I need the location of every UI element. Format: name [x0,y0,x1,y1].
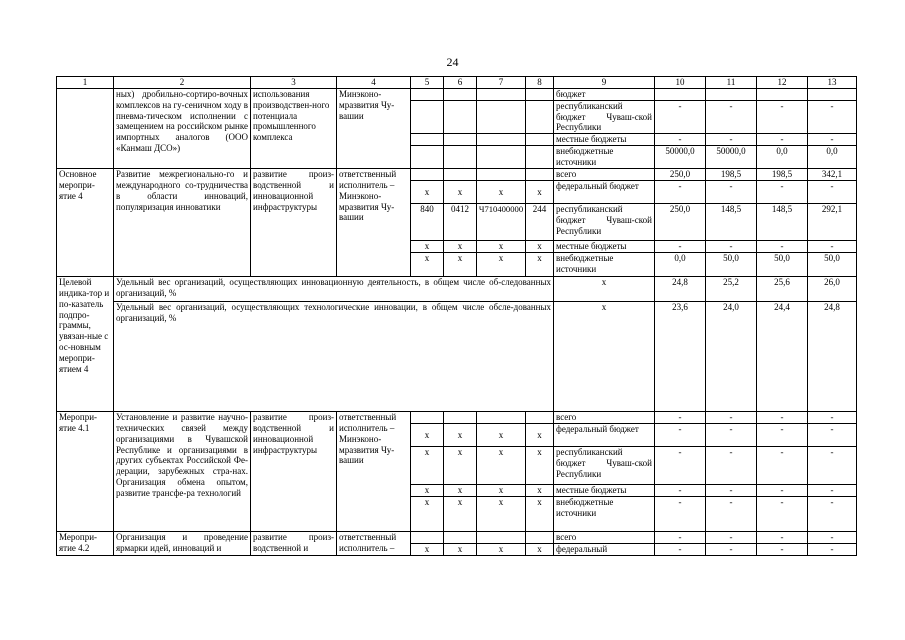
cell-empty [655,89,706,101]
value-cell: - [655,100,706,133]
cell-empty [526,89,554,101]
code-cell: 0412 [444,204,477,241]
value-cell: - [808,134,857,146]
value-cell: - [655,181,706,204]
value-cell: - [808,412,857,424]
value-cell: - [808,497,857,532]
cell-empty [808,89,857,101]
value-cell: - [655,544,706,556]
value-cell: - [706,485,757,497]
code-cell: x [444,497,477,532]
value-cell: 24,4 [757,302,808,412]
cell-empty [444,412,477,424]
cell-empty [526,169,554,181]
column-number: 13 [808,77,857,89]
column-number: 2 [114,77,251,89]
value-cell: - [706,241,757,253]
cell-empty [411,146,444,169]
value-cell: - [706,424,757,447]
cell-empty [411,412,444,424]
code-cell: x [554,302,655,412]
column-number: 11 [706,77,757,89]
value-cell: - [808,447,857,485]
cell-empty [477,134,526,146]
code-cell: x [526,447,554,485]
table-row [57,89,857,101]
funding-source: местные бюджеты [554,241,655,253]
value-cell: 148,5 [706,204,757,241]
value-cell: - [655,447,706,485]
value-cell: - [757,181,808,204]
table-row [57,412,857,424]
indicator-label: Целевой индика-тор и по-казатель подпро-граммы, увязан-ные с ос-новным меропри-ятием 4 [57,277,114,412]
cell-empty [411,169,444,181]
value-cell: - [808,100,857,133]
value-cell: - [655,412,706,424]
value-cell: - [757,497,808,532]
activity-description: Организация и проведение ярмарки идей, инноваций и [114,532,251,556]
code-cell: x [477,485,526,497]
value-cell: - [706,544,757,556]
cell-empty [477,100,526,133]
column-number: 7 [477,77,526,89]
value-cell: 50,0 [706,253,757,277]
goal-description: развитие произ-водственной и [251,532,337,556]
value-cell: 198,5 [757,169,808,181]
value-cell: 24,0 [706,302,757,412]
code-cell: x [526,544,554,556]
cell-empty [477,89,526,101]
code-cell: x [411,241,444,253]
value-cell: 24,8 [655,277,706,302]
code-cell: x [477,447,526,485]
program-table [56,76,857,556]
funding-source: всего [554,532,655,544]
value-cell: 250,0 [655,169,706,181]
value-cell: 292,1 [808,204,857,241]
value-cell: 24,8 [808,302,857,412]
code-cell: x [411,497,444,532]
code-cell: x [477,253,526,277]
goal-description: использования производствен-ного потенциала промышленного комплекса [251,89,337,169]
code-cell: x [444,447,477,485]
cell-empty [526,100,554,133]
value-cell: - [757,412,808,424]
funding-source: республиканский бюджет Чуваш-ской Республики [554,204,655,241]
value-cell: - [757,134,808,146]
funding-source: федеральный [554,544,655,556]
code-cell: x [411,544,444,556]
executor: ответственный исполнитель – [337,532,411,556]
cell-empty [411,134,444,146]
code-cell: x [444,181,477,204]
page-number: 24 [446,55,459,69]
value-cell: - [706,497,757,532]
value-cell: - [655,241,706,253]
funding-source: всего [554,412,655,424]
value-cell: - [808,544,857,556]
value-cell: - [808,485,857,497]
activity-description: Установление и развитие научно-технических связей между организациями в Чувашской Республике и организациями в других субъектах Российской Фе-дерации, зарубежных стра-нах. Организация обмена опытом, развитие трансфе-ра технологий [114,412,251,532]
funding-source: внебюджетные источники [554,253,655,277]
column-number: 10 [655,77,706,89]
value-cell: - [808,241,857,253]
funding-source: местные бюджеты [554,485,655,497]
column-number: 3 [251,77,337,89]
cell-empty [444,89,477,101]
code-cell: x [526,497,554,532]
value-cell: - [757,447,808,485]
code-cell: x [554,277,655,302]
value-cell: - [757,485,808,497]
value-cell: 198,5 [706,169,757,181]
funding-source: федеральный бюджет [554,181,655,204]
value-cell: - [706,181,757,204]
code-cell: x [411,424,444,447]
value-cell: - [706,134,757,146]
cell-empty [526,412,554,424]
value-cell: - [757,544,808,556]
code-cell: x [526,181,554,204]
goal-description: развитие произ-водственной и инновационной инфраструктуры [251,169,337,277]
value-cell: - [757,532,808,544]
table-row [57,532,857,544]
cell-empty [477,146,526,169]
cell-empty [57,89,114,169]
value-cell: 50,0 [808,253,857,277]
cell-empty [411,100,444,133]
value-cell: 23,6 [655,302,706,412]
code-cell: x [444,241,477,253]
value-cell: - [706,100,757,133]
value-cell: 25,6 [757,277,808,302]
value-cell: - [655,134,706,146]
value-cell: 50000,0 [655,146,706,169]
code-cell: 840 [411,204,444,241]
funding-source: внебюджетные источники [554,146,655,169]
cell-empty [444,100,477,133]
value-cell: - [808,181,857,204]
value-cell: 250,0 [655,204,706,241]
value-cell: 0,0 [655,253,706,277]
table-row [57,277,857,302]
value-cell: - [706,447,757,485]
indicator-text: Удельный вес организаций, осуществляющих инновационную деятельность, в общем числе об-следованных организаций, % [114,277,554,302]
code-cell: x [444,544,477,556]
value-cell: - [655,424,706,447]
funding-source: федеральный бюджет [554,424,655,447]
value-cell: 50,0 [757,253,808,277]
code-cell: x [477,497,526,532]
value-cell: - [655,485,706,497]
funding-source: местные бюджеты [554,134,655,146]
activity-description: Развитие межрегионально-го и международного со-трудничества в области инноваций, популяризация инноватики [114,169,251,277]
value-cell: 342,1 [808,169,857,181]
indicator-text: Удельный вес организаций, осуществляющих технологические инновации, в общем числе обсле-дованных организаций, % [114,302,554,412]
cell-empty [477,532,526,544]
column-number: 9 [554,77,655,89]
value-cell: 50000,0 [706,146,757,169]
funding-source: внебюджетные источники [554,497,655,532]
code-cell: x [477,424,526,447]
column-number: 4 [337,77,411,89]
value-cell: - [808,424,857,447]
activity-description: ных) дробильно-сортиро-вочных комплексов на гу-сеничном ходу в пневма-тическом исполнении с замещением на российском рынке импортных аналогов (ООО «Канмаш ДСО») [114,89,251,169]
value-cell: - [808,532,857,544]
code-cell: x [477,181,526,204]
activity-label: Меропри-ятие 4.2 [57,532,114,556]
executor: ответственный исполнитель – Минэконо-мразвития Чу-вашии [337,169,411,277]
code-cell: x [444,253,477,277]
activity-label: Основное меропри-ятие 4 [57,169,114,277]
value-cell: 26,0 [808,277,857,302]
executor: ответственный исполнитель – Минэконо-мразвития Чу-вашии [337,412,411,532]
value-cell: - [757,241,808,253]
code-cell: x [526,485,554,497]
funding-source: всего [554,169,655,181]
code-cell: x [444,485,477,497]
code-cell: x [477,241,526,253]
cell-empty [477,169,526,181]
table-row [57,302,857,412]
funding-source: бюджет [554,89,655,101]
value-cell: 0,0 [757,146,808,169]
code-cell: 244 [526,204,554,241]
goal-description: развитие произ-водственной и инновационной инфраструктуры [251,412,337,532]
value-cell: - [757,424,808,447]
column-number: 12 [757,77,808,89]
cell-empty [526,146,554,169]
value-cell: 148,5 [757,204,808,241]
cell-empty [444,134,477,146]
value-cell: 25,2 [706,277,757,302]
cell-empty [444,169,477,181]
code-cell: x [411,447,444,485]
cell-empty [411,89,444,101]
value-cell: - [706,532,757,544]
column-number: 5 [411,77,444,89]
cell-empty [526,134,554,146]
code-cell: Ч710400000 [477,204,526,241]
funding-source: республиканский бюджет Чуваш-ской Республики [554,100,655,133]
cell-empty [477,412,526,424]
value-cell: - [757,100,808,133]
code-cell: x [526,253,554,277]
column-number-row [57,77,857,89]
table-row [57,169,857,181]
column-number: 1 [57,77,114,89]
code-cell: x [411,485,444,497]
cell-empty [757,89,808,101]
cell-empty [444,532,477,544]
value-cell: 0,0 [808,146,857,169]
funding-source: республиканский бюджет Чуваш-ской Республики [554,447,655,485]
code-cell: x [477,544,526,556]
code-cell: x [526,424,554,447]
cell-empty [444,146,477,169]
cell-empty [706,89,757,101]
executor: Минэконо-мразвития Чу-вашии [337,89,411,169]
column-number: 6 [444,77,477,89]
value-cell: - [655,497,706,532]
cell-empty [411,532,444,544]
column-number: 8 [526,77,554,89]
activity-label: Меропри-ятие 4.1 [57,412,114,532]
cell-empty [526,532,554,544]
value-cell: - [655,532,706,544]
value-cell: - [706,412,757,424]
code-cell: x [411,181,444,204]
code-cell: x [411,253,444,277]
code-cell: x [526,241,554,253]
code-cell: x [444,424,477,447]
